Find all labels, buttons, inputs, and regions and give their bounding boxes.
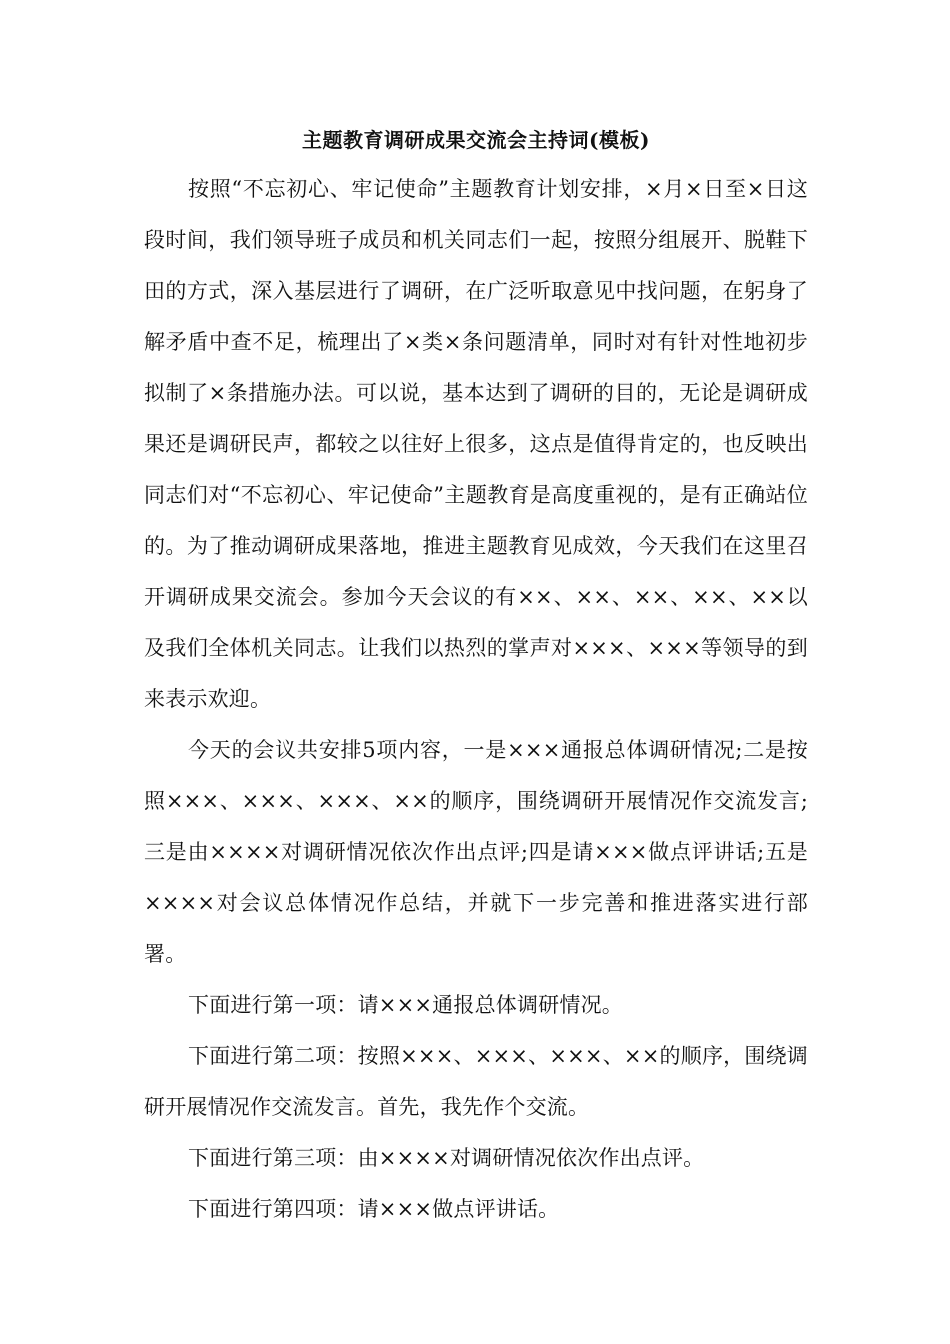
paragraph-item-1: 下面进行第一项：请×××通报总体调研情况。 — [188, 993, 623, 1017]
paragraph-item-3: 下面进行第三项：由××××对调研情况依次作出点评。 — [188, 1146, 705, 1170]
paragraph-agenda: 今天的会议共安排5项内容，一是×××通报总体调研情况;二是按照×××、×××、×××、××的顺序，围绕调研开展情况作交流发言;三是由××××对调研情况依次作出点评;四是请×××做点评讲话;五是××××对会议总体情况作总结，并就下一步完善和推进落实进行部署。 — [144, 738, 808, 966]
paragraph-intro: 按照“不忘初心、牢记使命”主题教育计划安排，×月×日至×日这段时间，我们领导班子成员和机关同志们一起，按照分组展开、脱鞋下田的方式，深入基层进行了调研，在广泛听取意见中找问题，在躬身了解矛盾中查不足，梳理出了×类×条问题清单，同时对有针对性地初步拟制了×条措施办法。可以说，基本达到了调研的目的，无论是调研成果还是调研民声，都较之以往好上很多，这点是值得肯定的，也反映出同志们对“不忘初心、牢记使命”主题教育是高度重视的，是有正确站位的。为了推动调研成果落地，推进主题教育见成效，今天我们在这里召开调研成果交流会。参加今天会议的有××、××、××、××、××以及我们全体机关同志。让我们以热烈的掌声对×××、×××等领导的到来表示欢迎。 — [144, 177, 808, 711]
paragraph-item-2: 下面进行第二项：按照×××、×××、×××、××的顺序，围绕调研开展情况作交流发言。首先，我先作个交流。 — [144, 1044, 808, 1119]
document-title: 主题教育调研成果交流会主持词(模板) — [302, 128, 650, 152]
paragraph-item-4: 下面进行第四项：请×××做点评讲话。 — [188, 1197, 560, 1221]
document-page — [144, 122, 808, 1235]
